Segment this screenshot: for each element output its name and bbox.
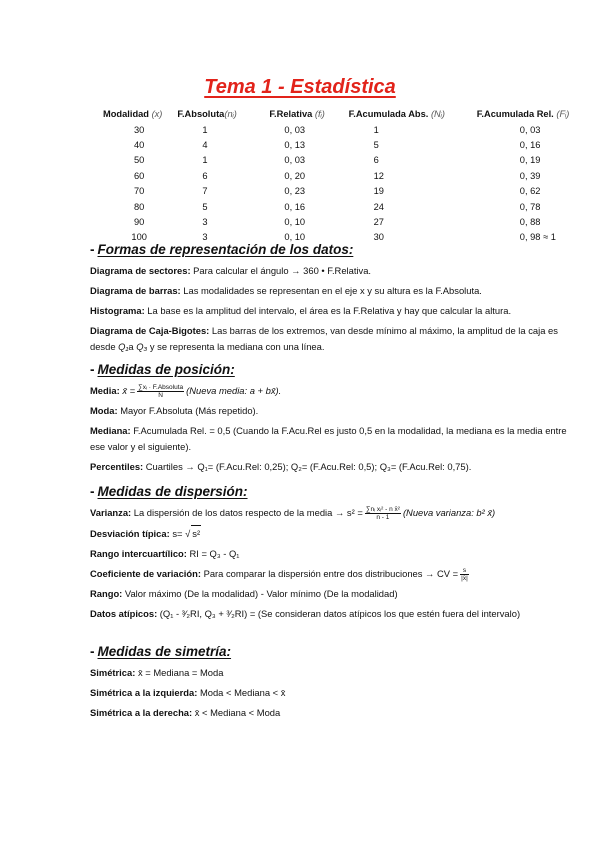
simetrica-derecha: Simétrica a la derecha: x̄ < Mediana < Moda	[90, 707, 281, 718]
table-cell: 5	[202, 201, 208, 212]
histograma: Histograma: La base es la amplitud del intervalo, el área es la F.Relativa y hay que calcular la altura.	[90, 305, 512, 316]
diagrama-caja-bigotes: Diagrama de Caja-Bigotes: Las barras de los extremos, van desde mínimo al máximo, la amplitud de la caja es desde Q₁a Q₃ y se representa la mediana con una línea.	[90, 325, 558, 352]
table-cell: 0, 13	[284, 140, 306, 151]
table-row	[102, 214, 600, 229]
table-cell: 1	[202, 124, 208, 135]
diagrama-barras: Diagrama de barras: Las modalidades se representan en el eje x y su altura es la F.Absoluta.	[90, 285, 482, 296]
table-cell: 30	[373, 232, 384, 243]
table-cell: 6	[373, 155, 379, 166]
header-f-acumulada-abs: F.Acumulada Abs. (Nᵢ)	[348, 109, 446, 119]
table-cell: 30	[133, 124, 145, 135]
coeficiente-variacion: Coeficiente de variación: Para comparar la dispersión entre dos distribuciones → CV = $\frac{s}{|x̄|}$	[90, 567, 468, 583]
table-row	[102, 168, 600, 183]
table-cell: 1	[373, 124, 379, 135]
percentiles: Percentiles: Cuartiles → Q₁= (F.Acu.Rel: 0,25); Q₂= (F.Acu.Rel: 0,5); Q₃= (F.Acu.Rel: 0,75).	[90, 461, 472, 473]
table-cell: 80	[133, 201, 145, 212]
rango: Rango: Valor máximo (De la modalidad) - Valor mínimo (De la modalidad)	[90, 588, 398, 600]
table-cell: 0, 78	[519, 201, 541, 212]
table-header-row	[102, 106, 600, 122]
table-cell: 24	[373, 201, 384, 212]
table-cell: 0, 62	[519, 186, 541, 197]
table-cell: 5	[373, 140, 379, 151]
table-cell: 3	[202, 217, 208, 228]
section-dispersion	[90, 484, 570, 626]
section-heading: - Medidas de posición:	[90, 362, 235, 377]
table-row	[102, 184, 600, 199]
table-cell: 60	[133, 170, 145, 181]
frequency-table	[102, 106, 600, 245]
section-heading: - Medidas de simetría:	[90, 644, 232, 659]
moda: Moda: Mayor F.Absoluta (Más repetido).	[90, 405, 259, 417]
table-cell: 0, 16	[284, 201, 306, 212]
media: Media: x̄ = $\frac{\text{∑xᵢ · F.Absoluta}}{N}$ (Nueva media: a + bx̄).	[90, 384, 282, 400]
table-cell: 0, 10	[284, 217, 306, 228]
table-cell: 1	[202, 155, 208, 166]
table-cell: 0, 98 ≈ 1	[519, 232, 556, 243]
table-cell: 40	[133, 140, 145, 151]
table-cell: 0, 19	[519, 155, 541, 166]
table-cell: 27	[373, 217, 384, 228]
simetrica: Simétrica: x̄ = Mediana = Moda	[90, 667, 224, 678]
table-cell: 7	[202, 186, 208, 197]
page-title: Tema 1 - Estadística	[204, 76, 396, 98]
table-cell: 0, 39	[519, 170, 541, 181]
section-representacion	[90, 242, 570, 359]
rango-intercuartilico: Rango intercuartílico: RI = Q₃ - Q₁	[90, 548, 240, 560]
simetrica-izquierda: Simétrica a la izquierda: Moda < Mediana < x̄	[90, 687, 286, 698]
cv-fraction: $\frac{s}{|x̄|}$	[461, 567, 468, 583]
table-cell: 0, 16	[519, 140, 541, 151]
table-cell: 0, 03	[284, 124, 306, 135]
table-cell: 0, 03	[284, 155, 306, 166]
table-cell: 3	[202, 232, 208, 243]
table-cell: 50	[133, 155, 145, 166]
table-cell: 70	[133, 186, 145, 197]
table-row	[102, 153, 600, 168]
table-cell: 6	[202, 170, 208, 181]
mediana: Mediana: F.Acumulada Rel. = 0,5 (Cuando la F.Acu.Rel es justo 0,5 en la modalidad, la mediana es la media entre ese valor y el siguiente).	[90, 425, 567, 453]
table-body	[102, 122, 600, 245]
header-f-relativa: F.Relativa (fᵢ)	[269, 109, 325, 119]
table-cell: 12	[373, 170, 384, 181]
varianza: Varianza: La dispersión de los datos respecto de la media → s² = $\frac{\text{∑nᵢ xᵢ² - n x̄²}}{n - 1}$ (Nueva varianza: b² x̄)	[90, 506, 496, 522]
section-heading: - Formas de representación de los datos:	[90, 242, 354, 257]
section-posicion	[90, 362, 570, 479]
table-cell: 0, 88	[519, 217, 541, 228]
varianza-fraction: $\frac{\text{∑nᵢ xᵢ² - n x̄²}}{n - 1}$	[365, 506, 400, 522]
table-row	[102, 122, 600, 137]
diagrama-sectores: Diagrama de sectores: Para calcular el ángulo → 360 • F.Relativa.	[90, 265, 372, 276]
table-cell: 0, 23	[284, 186, 306, 197]
media-fraction: $\frac{\text{∑xᵢ · F.Absoluta}}{N}$	[138, 384, 184, 400]
datos-atipicos: Datos atípicos: (Q₁ - ³⁄₂RI, Q₃ + ³⁄₂RI) = (Se consideran datos atípicos los que estén fuera del intervalo)	[90, 608, 521, 620]
table-cell: 100	[131, 232, 147, 243]
header-modalidad: Modalidad (x)	[103, 109, 163, 119]
table-cell: 19	[373, 186, 384, 197]
table-cell: 0, 20	[284, 170, 306, 181]
table-row	[102, 199, 600, 214]
table-row	[102, 137, 600, 152]
table-cell: 90	[133, 217, 145, 228]
table-cell: 0, 10	[284, 232, 306, 243]
desviacion-tipica: Desviación típica: s= √ s²	[90, 525, 570, 542]
header-f-acumulada-rel: F.Acumulada Rel. (Fᵢ)	[476, 109, 570, 119]
section-simetria	[90, 644, 570, 725]
table-cell: 0, 03	[519, 124, 541, 135]
header-f-absoluta: F.Absoluta(nᵢ)	[177, 109, 237, 119]
section-heading: - Medidas de dispersión:	[90, 484, 248, 499]
table-cell: 4	[202, 140, 208, 151]
